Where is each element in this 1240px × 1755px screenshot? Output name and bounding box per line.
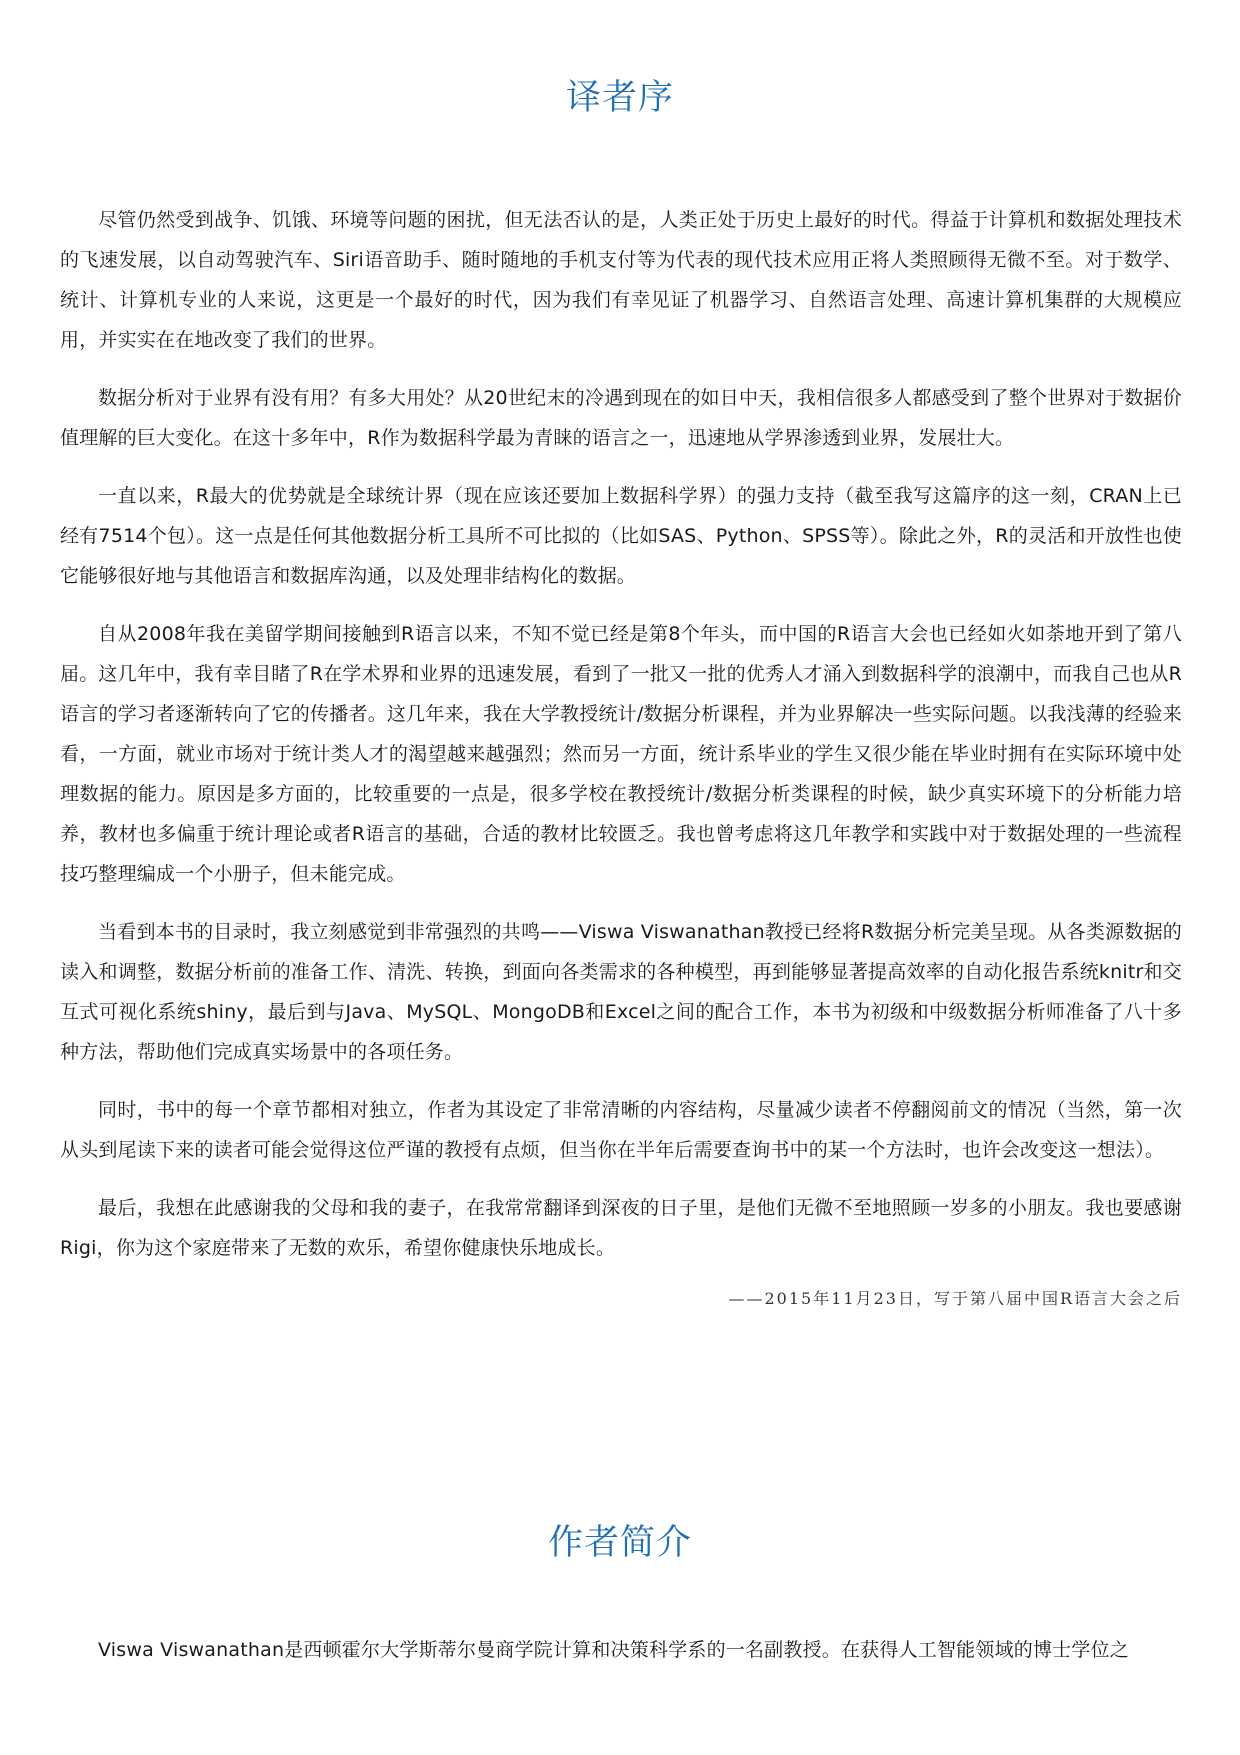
preface-body	[60, 200, 1182, 1309]
preface-paragraph-6: 同时，书中的每一个章节都相对独立，作者为其设定了非常清晰的内容结构，尽量减少读者不停翻阅前文的情况（当然，第一次从头到尾读下来的读者可能会觉得这位严谨的教授有点烦，但当你在半年后需要查询书中的某一个方法时，也许会改变这一想法）。	[60, 1099, 1182, 1161]
preface-paragraph-7: 最后，我想在此感谢我的父母和我的妻子，在我常常翻译到深夜的日子里，是他们无微不至地照顾一岁多的小朋友。我也要感谢Rigi，你为这个家庭带来了无数的欢乐，希望你健康快乐地成长。	[60, 1197, 1182, 1259]
author-body	[60, 1630, 1182, 1688]
preface-paragraph-1: 尽管仍然受到战争、饥饿、环境等问题的困扰，但无法否认的是，人类正处于历史上最好的时代。得益于计算机和数据处理技术的飞速发展，以自动驾驶汽车、Siri语音助手、随时随地的手机支付等为代表的现代技术应用正将人类照顾得无微不至。对于数学、统计、计算机专业的人来说，这更是一个最好的时代，因为我们有幸见证了机器学习、自然语言处理、高速计算机集群的大规模应用，并实实在在地改变了我们的世界。	[60, 209, 1182, 351]
preface-paragraph-4: 自从2008年我在美留学期间接触到R语言以来，不知不觉已经是第8个年头，而中国的R语言大会也已经如火如荼地开到了第八届。这几年中，我有幸目睹了R在学术界和业界的迅速发展，看到了一批又一批的优秀人才涌入到数据科学的浪潮中，而我自己也从R语言的学习者逐渐转向了它的传播者。这几年来，我在大学教授统计/数据分析课程，并为业界解决一些实际问题。以我浅薄的经验来看，一方面，就业市场对于统计类人才的渴望越来越强烈；然而另一方面，统计系毕业的学生又很少能在毕业时拥有在实际环境中处理数据的能力。原因是多方面的，比较重要的一点是，很多学校在教授统计/数据分析类课程的时候，缺少真实环境下的分析能力培养，教材也多偏重于统计理论或者R语言的基础，合适的教材比较匮乏。我也曾考虑将这几年教学和实践中对于数据处理的一些流程技巧整理编成一个小册子，但未能完成。	[60, 623, 1182, 885]
author-title: 作者简介	[547, 1523, 692, 1563]
preface-signature: ——2015年11月23日，写于第八届中国R语言大会之后	[728, 1289, 1182, 1308]
preface-paragraph-5: 当看到本书的目录时，我立刻感觉到非常强烈的共鸣——Viswa Viswanathan教授已经将R数据分析完美呈现。从各类源数据的读入和调整，数据分析前的准备工作、清洗、转换，到面向各类需求的各种模型，再到能够显著提高效率的自动化报告系统knitr和交互式可视化系统shiny，最后到与Java、MySQL、MongoDB和Excel之间的配合工作，本书为初级和中级数据分析师准备了八十多种方法，帮助他们完成真实场景中的各项任务。	[60, 921, 1182, 1063]
preface-paragraph-2: 数据分析对于业界有没有用？有多大用处？从20世纪末的冷遇到现在的如日中天，我相信很多人都感受到了整个世界对于数据价值理解的巨大变化。在这十多年中，R作为数据科学最为青睐的语言之一，迅速地从学界渗透到业界，发展壮大。	[60, 387, 1182, 449]
author-paragraph-1: Viswa Viswanathan是西顿霍尔大学斯蒂尔曼商学院计算和决策科学系的一名副教授。在获得人工智能领域的博士学位之	[98, 1639, 1129, 1661]
preface-paragraph-3: 一直以来，R最大的优势就是全球统计界（现在应该还要加上数据科学界）的强力支持（截至我写这篇序的这一刻，CRAN上已经有7514个包）。这一点是任何其他数据分析工具所不可比拟的（比如SAS、Python、SPSS等）。除此之外，R的灵活和开放性也使它能够很好地与其他语言和数据库沟通，以及处理非结构化的数据。	[60, 485, 1182, 587]
preface-title: 译者序	[565, 78, 674, 118]
